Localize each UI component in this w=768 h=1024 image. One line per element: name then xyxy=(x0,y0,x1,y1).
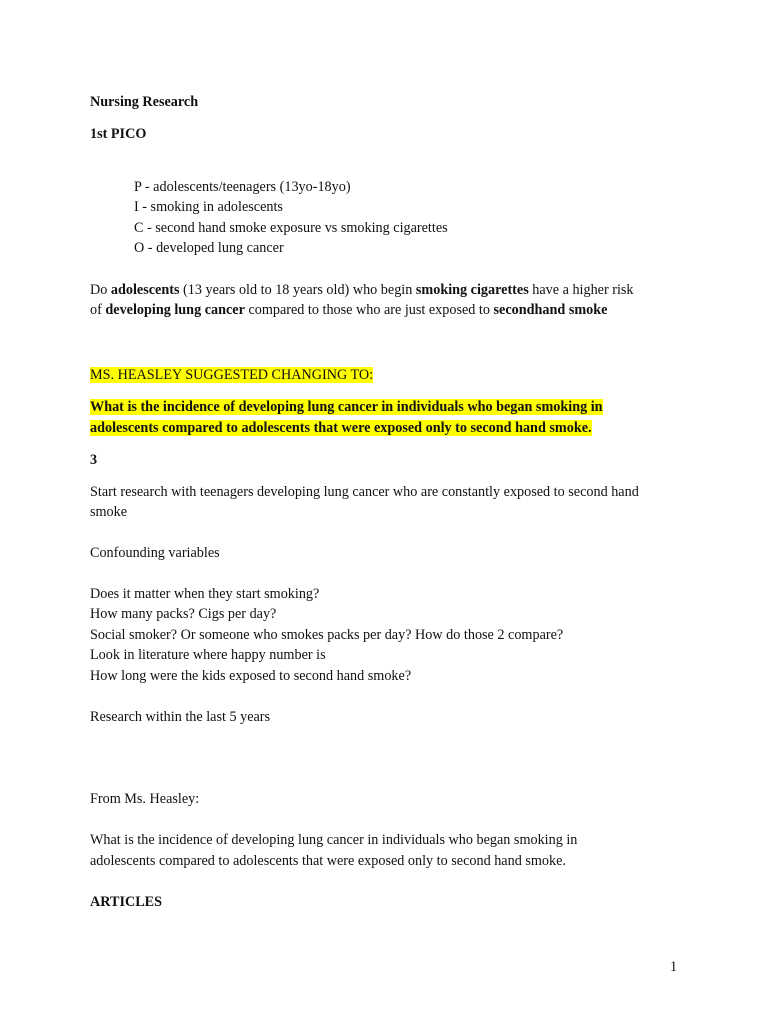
confounding-item: Social smoker? Or someone who smokes packs per day? How do those 2 compare? xyxy=(90,627,564,643)
suggestion-line-2-text: adolescents compared to adolescents that were exposed only to second hand smoke. xyxy=(90,420,592,436)
pico-heading: 1st PICO xyxy=(90,126,147,142)
pico-o: O - developed lung cancer xyxy=(134,240,284,256)
suggestion-heading xyxy=(90,365,373,385)
pico-c: C - second hand smoke exposure vs smoking cigarettes xyxy=(134,220,448,236)
question-text-1: Do xyxy=(90,282,111,298)
confounding-item: How long were the kids exposed to second hand smoke? xyxy=(90,668,412,684)
articles-heading: ARTICLES xyxy=(90,894,163,910)
pico-p: P - adolescents/teenagers (13yo-18yo) xyxy=(134,179,351,195)
question-bold-smoking: smoking cigarettes xyxy=(415,282,529,298)
confounding-heading: Confounding variables xyxy=(90,545,220,561)
question-bold-adolescents: adolescents xyxy=(110,282,180,298)
suggestion-line-1 xyxy=(90,397,603,417)
start-research-line-1: Start research with teenagers developing lung cancer who are constantly exposed to second hand xyxy=(90,484,639,500)
question-bold-lung-cancer: developing lung cancer xyxy=(105,302,245,318)
confounding-item: How many packs? Cigs per day? xyxy=(90,606,277,622)
page-number: 1 xyxy=(670,959,678,975)
from-line-1: What is the incidence of developing lung cancer in individuals who began smoking in xyxy=(90,832,578,848)
from-line-2: adolescents compared to adolescents that were exposed only to second hand smoke. xyxy=(90,853,566,869)
confounding-item: Look in literature where happy number is xyxy=(90,647,326,663)
question-bold-secondhand: secondhand smoke xyxy=(493,302,608,318)
from-heading: From Ms. Heasley: xyxy=(90,791,200,807)
question-text-2: (13 years old to 18 years old) who begin xyxy=(179,282,416,298)
question-text-5: compared to those who are just exposed to xyxy=(244,302,494,318)
research-window: Research within the last 5 years xyxy=(90,709,271,725)
suggestion-heading-text: MS. HEASLEY SUGGESTED CHANGING TO: xyxy=(90,367,374,383)
question-text-4: of xyxy=(90,302,106,318)
question-text-3: have a higher risk xyxy=(528,282,634,298)
confounding-item: Does it matter when they start smoking? xyxy=(90,586,320,602)
suggestion-line-2 xyxy=(90,418,592,438)
document-title: Nursing Research xyxy=(90,94,199,110)
start-research-line-2: smoke xyxy=(90,504,128,520)
number-three: 3 xyxy=(90,452,98,468)
suggestion-line-1-text: What is the incidence of developing lung cancer in individuals who began smoking in xyxy=(90,399,603,415)
question-line-1 xyxy=(90,280,634,300)
pico-i: I - smoking in adolescents xyxy=(134,199,283,215)
question-line-2 xyxy=(90,300,607,320)
